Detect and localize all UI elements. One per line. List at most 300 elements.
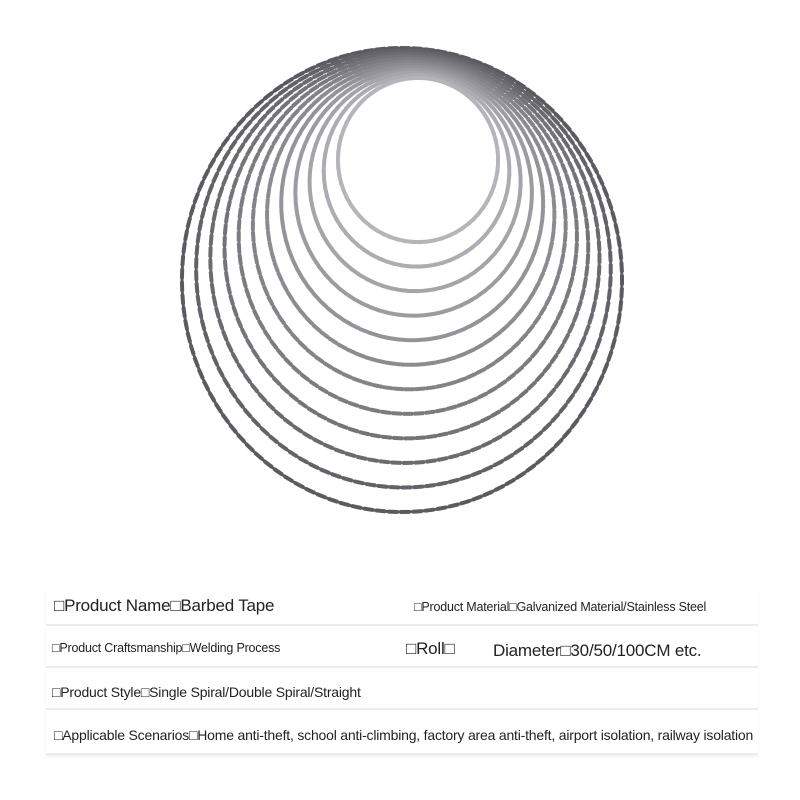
wire-barb xyxy=(489,306,499,315)
wire-barb xyxy=(591,301,597,312)
wire-barb xyxy=(605,226,611,237)
wire-barb xyxy=(562,333,570,344)
wire-barb xyxy=(521,414,531,423)
wire-barb xyxy=(579,195,585,206)
wire-barb xyxy=(208,158,216,169)
wire-barb xyxy=(277,126,286,136)
wire-barb xyxy=(503,291,513,301)
wire-barb xyxy=(529,197,534,207)
wire-barb xyxy=(539,305,548,316)
wire-barb xyxy=(325,306,335,315)
wire-barb xyxy=(263,330,272,341)
wire-barb xyxy=(474,342,485,350)
wire-barb xyxy=(314,355,324,364)
wire-barb xyxy=(618,301,623,311)
wire-barb xyxy=(283,417,293,426)
wire-barb xyxy=(528,168,534,179)
wire-barb xyxy=(228,126,237,136)
wire-barb xyxy=(287,248,294,259)
wire-barb xyxy=(318,386,329,394)
wire-barb xyxy=(231,153,239,164)
wire-barb xyxy=(338,397,349,405)
wire-barb xyxy=(426,458,436,463)
wire-barb xyxy=(210,283,215,293)
wire-barb xyxy=(492,434,503,442)
wire-barb xyxy=(378,308,389,314)
wire-barb xyxy=(251,220,255,230)
wire-barb xyxy=(609,264,613,274)
wire-barb xyxy=(217,187,224,198)
wire-barb xyxy=(602,314,608,325)
wire-barb xyxy=(194,258,198,268)
wire-barb xyxy=(265,210,269,220)
wire-barb xyxy=(509,396,519,405)
wire-barb xyxy=(253,187,259,198)
wire-barb xyxy=(308,172,312,182)
wire-barb xyxy=(506,157,511,167)
wire-barb xyxy=(332,367,343,375)
wire-barb xyxy=(516,195,522,206)
wire-barb xyxy=(554,438,564,448)
wire-barb xyxy=(193,357,200,368)
wire-barb xyxy=(368,457,379,463)
wire-barb xyxy=(456,376,467,383)
wire-barb xyxy=(544,295,552,306)
wire-barb xyxy=(528,207,534,218)
wire-barb xyxy=(317,412,328,420)
wire-barb xyxy=(521,267,529,278)
wire-barb xyxy=(584,218,589,228)
wire-barb xyxy=(391,460,401,464)
wire-barb xyxy=(273,467,284,476)
wire-barb xyxy=(460,474,471,481)
wire-barb xyxy=(283,474,294,483)
wire-barb xyxy=(502,428,513,437)
wire-barb xyxy=(555,309,563,320)
wire-barb xyxy=(212,210,218,221)
wire-barb xyxy=(619,262,624,272)
wire-barb xyxy=(189,205,196,216)
wire-barb xyxy=(180,268,184,278)
wire-barb xyxy=(542,262,549,273)
wire-barb xyxy=(316,492,327,499)
wire-barb xyxy=(576,183,583,194)
wire-barb xyxy=(232,306,239,317)
wire-barb xyxy=(438,432,449,438)
wire-barb xyxy=(496,379,507,388)
wire-barb xyxy=(477,392,488,400)
wire-barb xyxy=(359,430,370,436)
wire-barb xyxy=(522,357,532,367)
wire-barb xyxy=(221,175,228,186)
wire-barb xyxy=(229,140,238,150)
spec-row xyxy=(46,587,758,626)
wire-barb xyxy=(281,137,289,148)
wire-barb xyxy=(599,326,606,337)
wire-barb xyxy=(505,478,516,486)
wire-barb xyxy=(245,146,253,157)
wire-barb xyxy=(279,209,284,219)
wire-barb xyxy=(259,426,269,436)
wire-barb xyxy=(590,178,598,189)
wire-barb xyxy=(579,372,587,383)
wire-barb xyxy=(571,196,577,207)
wire-barb xyxy=(550,188,555,198)
wire-barb xyxy=(416,362,426,367)
wire-barb xyxy=(300,275,309,286)
wire-barb xyxy=(542,422,552,432)
wire-barb xyxy=(397,313,407,318)
wire-barb xyxy=(606,199,613,210)
wire-barb xyxy=(586,242,590,252)
wire-barb xyxy=(437,481,448,487)
wire-barb xyxy=(562,428,572,438)
wire-barb xyxy=(525,216,531,227)
wire-barb xyxy=(244,288,251,299)
wire-barb xyxy=(550,231,555,241)
wire-barb xyxy=(240,328,248,339)
wire-barb xyxy=(562,198,567,208)
wire-barb xyxy=(514,365,524,375)
wire-barb xyxy=(221,136,230,146)
wire-barb xyxy=(514,446,525,455)
wire-barb xyxy=(381,410,391,415)
wire-barb xyxy=(302,431,313,439)
wire-barb xyxy=(403,412,413,416)
wire-barb xyxy=(518,168,523,178)
wire-barb xyxy=(295,163,301,174)
wire-barb xyxy=(404,387,414,391)
wire-barb xyxy=(295,212,301,223)
wire-barb xyxy=(350,323,361,331)
wire-barb xyxy=(252,153,260,164)
wire-barb xyxy=(480,415,491,423)
wire-barb xyxy=(203,196,210,207)
wire-barb xyxy=(387,311,398,317)
wire-barb xyxy=(228,423,237,433)
wire-barb xyxy=(276,147,284,158)
wire-barb xyxy=(243,133,252,143)
wire-barb xyxy=(327,497,338,504)
wire-barb xyxy=(251,209,256,219)
wire-barb xyxy=(616,236,622,247)
wire-barb xyxy=(208,259,212,269)
wire-barb xyxy=(202,380,210,391)
wire-barb xyxy=(552,220,557,230)
wire-barb xyxy=(542,157,549,168)
wire-barb xyxy=(393,436,403,440)
wire-barb xyxy=(526,324,535,334)
wire-barb xyxy=(597,241,602,251)
wire-barb xyxy=(312,323,322,333)
wire-barb xyxy=(470,420,481,427)
wire-barb xyxy=(406,363,416,367)
wire-barb xyxy=(235,317,243,328)
wire-barb xyxy=(526,139,534,150)
wire-barb xyxy=(208,247,212,257)
wire-barb xyxy=(393,387,403,392)
wire-barb xyxy=(530,248,537,259)
wire-barb xyxy=(277,315,286,325)
wire-barb xyxy=(564,220,568,230)
wire-barb xyxy=(483,337,494,346)
wire-barb xyxy=(456,352,467,359)
wire-barb xyxy=(547,388,557,398)
wire-barb xyxy=(300,121,309,132)
wire-barb xyxy=(255,176,262,187)
wire-barb xyxy=(545,251,552,262)
wire-barb xyxy=(226,283,232,294)
wire-barb xyxy=(293,183,297,193)
wire-barb xyxy=(519,235,527,246)
wire-barb xyxy=(308,190,313,200)
wire-barb xyxy=(573,254,578,264)
wire-barb xyxy=(564,288,571,299)
wire-barb xyxy=(574,347,582,358)
wire-barb xyxy=(459,425,470,432)
wire-barb xyxy=(308,181,312,191)
product-name-spec: □Product Name□Barbed Tape xyxy=(54,596,275,615)
wire-barb xyxy=(258,165,265,176)
wire-barb xyxy=(200,208,206,219)
wire-barb xyxy=(238,208,243,218)
wire-barb xyxy=(568,185,574,196)
wire-barb xyxy=(425,312,435,317)
wire-barb xyxy=(466,372,477,380)
wire-barb xyxy=(403,461,413,465)
wire-barb xyxy=(549,155,557,166)
wire-barb xyxy=(307,248,315,259)
wire-barb xyxy=(359,327,370,334)
wire-barb xyxy=(257,358,266,368)
wire-barb xyxy=(586,230,591,240)
wire-barb xyxy=(585,361,593,372)
wire-barb xyxy=(180,256,185,266)
wire-barb xyxy=(237,243,242,253)
wire-barb xyxy=(591,386,599,397)
wire-barb xyxy=(303,239,311,250)
wire-barb xyxy=(257,320,265,331)
wire-barb xyxy=(614,224,620,235)
wire-barb xyxy=(305,348,315,357)
wire-barb xyxy=(436,383,447,389)
wire-barb xyxy=(618,249,623,259)
wire-barb xyxy=(207,344,214,355)
wire-barb xyxy=(467,397,478,405)
wire-barb xyxy=(388,510,398,514)
wire-barb xyxy=(241,185,247,196)
wire-barb xyxy=(222,236,226,246)
wire-barb xyxy=(197,181,205,192)
wire-barb xyxy=(223,224,228,234)
wire-barb xyxy=(587,192,594,203)
wire-barb xyxy=(530,348,540,358)
wire-barb xyxy=(237,143,246,154)
wire-barb xyxy=(375,508,385,513)
wire-barb xyxy=(253,253,259,264)
wire-barb xyxy=(595,338,602,349)
wire-barb xyxy=(460,449,471,456)
wire-barb xyxy=(291,119,300,129)
wire-barb xyxy=(269,123,278,133)
wire-barb xyxy=(578,408,587,418)
wire-barb xyxy=(214,403,223,414)
wire-barb xyxy=(248,299,256,310)
wire-barb xyxy=(559,187,565,198)
wire-barb xyxy=(455,327,466,334)
wire-barb xyxy=(355,352,366,359)
spec-table xyxy=(46,587,758,755)
wire-barb xyxy=(573,208,578,218)
wire-barb xyxy=(607,289,612,299)
wire-barb xyxy=(328,337,339,346)
applicable-scenarios-spec: □Applicable Scenarios□Home anti-theft, school anti-climbing, factory area anti-theft, airport isolation, railway isolation xyxy=(54,727,754,743)
wire-barb xyxy=(519,140,527,151)
wire-barb xyxy=(590,349,598,360)
wire-barb xyxy=(210,222,215,232)
wire-barb xyxy=(297,400,307,409)
wire-barb xyxy=(436,358,447,364)
wire-barb xyxy=(273,262,280,273)
wire-barb xyxy=(607,239,612,249)
wire-barb xyxy=(526,464,536,473)
wire-barb xyxy=(381,435,391,440)
wire-barb xyxy=(494,355,504,364)
wire-barb xyxy=(550,413,560,423)
wire-barb xyxy=(197,220,203,231)
wire-barb xyxy=(196,295,201,305)
wire-barb xyxy=(183,320,189,331)
wire-barb xyxy=(266,145,274,156)
spec-row xyxy=(46,710,758,755)
wire-barb xyxy=(539,397,549,407)
wire-barb xyxy=(449,453,460,459)
wire-barb xyxy=(608,251,613,261)
wire-barb xyxy=(553,275,560,286)
wire-barb xyxy=(209,235,214,245)
wire-barb xyxy=(570,418,579,428)
wire-barb xyxy=(197,369,205,380)
wire-barb xyxy=(436,407,447,413)
wire-barb xyxy=(365,482,376,488)
wire-barb xyxy=(449,428,460,434)
wire-barb xyxy=(392,411,402,416)
wire-barb xyxy=(445,331,456,338)
wire-barb xyxy=(516,158,522,169)
wire-barb xyxy=(283,117,292,127)
wire-barb xyxy=(263,460,273,469)
wire-barb xyxy=(602,363,609,374)
wire-barb xyxy=(297,111,307,121)
wire-barb xyxy=(606,351,613,362)
wire-barb xyxy=(414,460,424,465)
wire-barb xyxy=(549,285,557,296)
wire-barb xyxy=(564,174,571,185)
wire-barb xyxy=(365,355,376,362)
wire-barb xyxy=(413,485,423,490)
wire-barb xyxy=(257,126,266,136)
wire-barb xyxy=(229,388,238,398)
wire-barb xyxy=(553,165,560,176)
wire-barb xyxy=(597,374,605,385)
wire-barb xyxy=(533,281,541,292)
wire-barb xyxy=(573,383,582,394)
wire-barb xyxy=(537,168,543,179)
wire-barb xyxy=(200,320,206,331)
wire-barb xyxy=(295,267,303,278)
wire-barb xyxy=(286,128,295,139)
wire-barb xyxy=(585,397,594,408)
wire-barb xyxy=(363,507,373,512)
product-style-spec: □Product Style□Single Spiral/Double Spiral/Straight xyxy=(52,684,361,700)
wire-barb xyxy=(251,232,256,242)
wire-barb xyxy=(572,172,579,183)
wire-barb xyxy=(313,437,324,445)
wire-barb xyxy=(224,212,230,222)
wire-barb xyxy=(464,323,475,331)
wire-barb xyxy=(514,149,520,160)
wire-barb xyxy=(516,275,525,286)
wire-barb xyxy=(194,270,198,280)
wire-barb xyxy=(263,133,272,144)
wire-barb xyxy=(273,157,280,168)
wire-barb xyxy=(584,266,589,276)
wire-barb xyxy=(195,283,200,293)
wire-barb xyxy=(226,342,234,353)
craftsmanship-spec: □Product Craftsmanship□Welding Process xyxy=(52,641,281,655)
wire-barb xyxy=(333,312,344,321)
wire-barb xyxy=(545,447,555,457)
wire-barb xyxy=(446,405,457,411)
wire-barb xyxy=(576,300,583,311)
wire-barb xyxy=(276,348,286,358)
wire-barb xyxy=(254,451,264,461)
wire-barb xyxy=(202,169,210,180)
wire-barb xyxy=(448,502,459,508)
wire-barb xyxy=(222,248,226,258)
wire-barb xyxy=(510,284,519,294)
wire-barb xyxy=(378,334,389,340)
wire-barb xyxy=(574,220,579,230)
roll-spec: □Roll□ xyxy=(406,639,455,658)
wire-barb xyxy=(287,148,294,159)
wire-barb xyxy=(196,232,201,242)
wire-barb xyxy=(238,254,243,264)
wire-barb xyxy=(397,337,407,342)
wire-barb xyxy=(385,361,395,366)
wire-barb xyxy=(293,193,297,203)
wire-barb xyxy=(541,199,545,209)
wire-barb xyxy=(492,330,502,339)
wire-barb xyxy=(417,289,427,294)
wire-barb xyxy=(266,231,271,241)
wire-barb xyxy=(368,331,379,338)
wire-barb xyxy=(370,433,381,439)
wire-barb xyxy=(597,175,605,186)
spec-row xyxy=(46,626,758,668)
wire-barb xyxy=(211,172,219,183)
wire-barb xyxy=(237,231,241,241)
wire-barb xyxy=(514,308,524,318)
wire-barb xyxy=(465,347,476,355)
wire-barb xyxy=(527,290,536,301)
wire-barb xyxy=(407,338,417,342)
wire-barb xyxy=(610,338,617,349)
wire-barb xyxy=(561,368,570,379)
spec-row xyxy=(46,668,758,710)
wire-barb xyxy=(339,501,350,507)
wire-barb xyxy=(434,310,445,316)
